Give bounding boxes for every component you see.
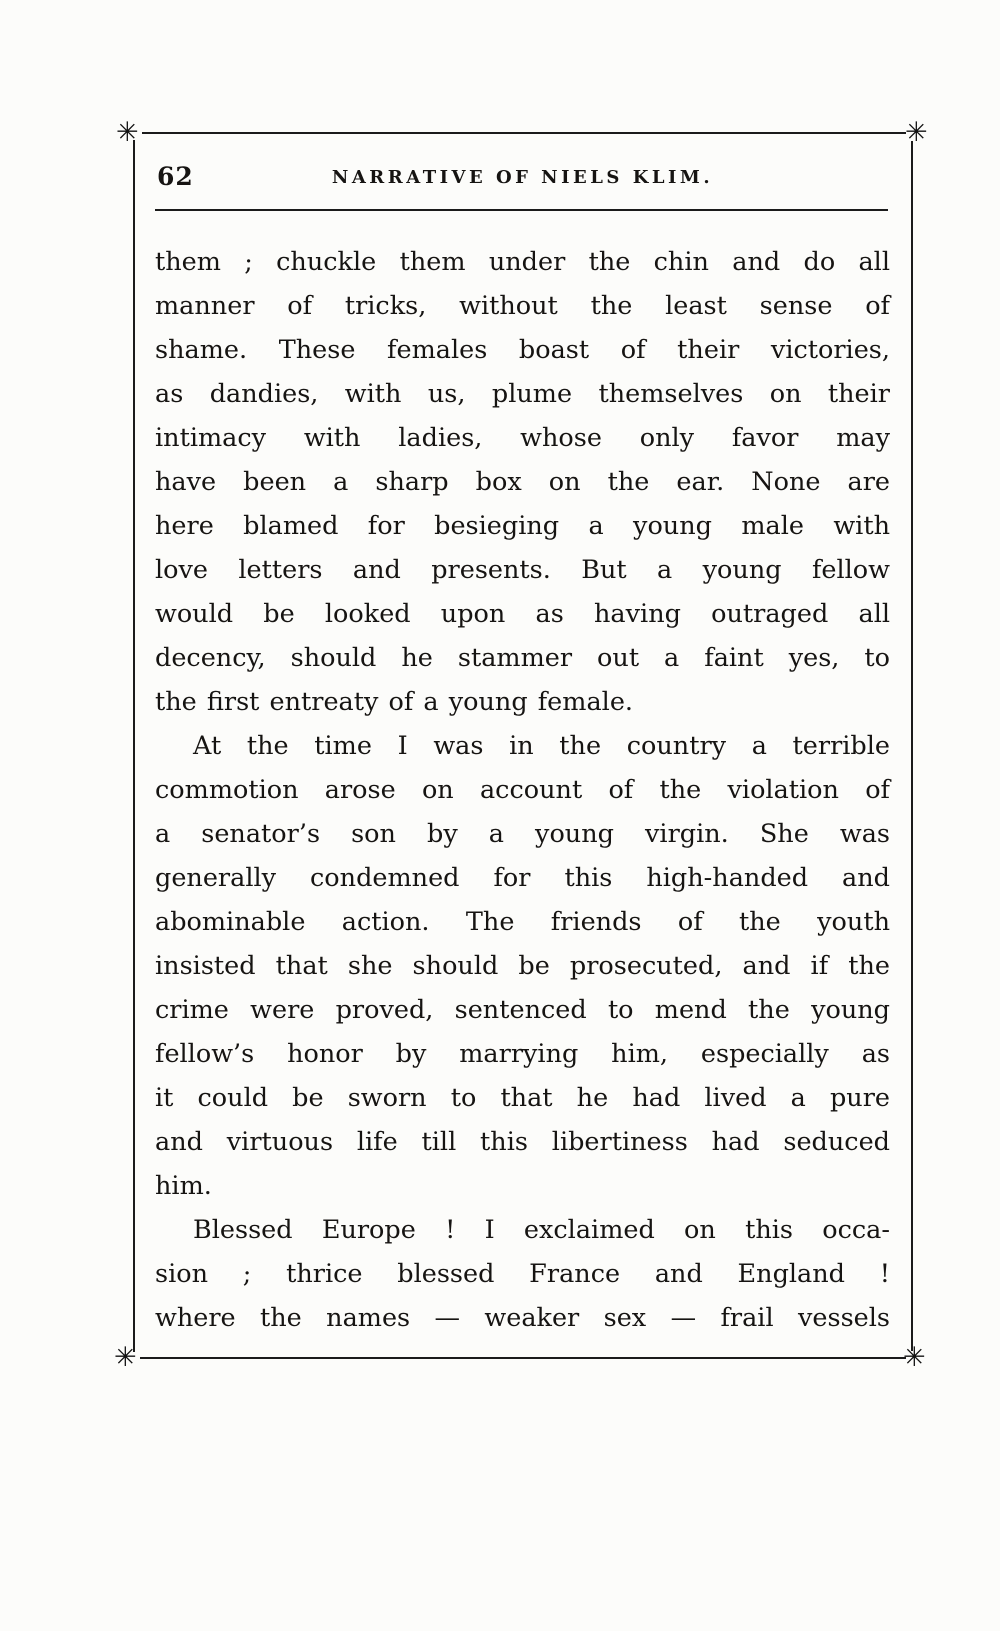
text-line: where the names — weaker sex — frail vessels (155, 1303, 890, 1333)
page-number: 62 (157, 162, 194, 191)
text-line: him. (155, 1171, 212, 1201)
border-line-top (142, 132, 906, 134)
border-line-bottom (140, 1357, 906, 1359)
text-line: and virtuous life till this libertiness had seduced (155, 1127, 890, 1157)
text-line: insisted that she should be prosecuted, and if the (155, 951, 890, 981)
paragraph (155, 240, 890, 724)
text-block (155, 240, 890, 1340)
text-line: here blamed for besieging a young male with (155, 511, 890, 541)
text-line: decency, should he stammer out a faint yes, to (155, 643, 890, 673)
paragraph (155, 724, 890, 1208)
header-divider (155, 209, 888, 211)
text-line: the first entreaty of a young female. (155, 687, 634, 717)
text-line: commotion arose on account of the violation of (155, 775, 890, 805)
border-line-left (133, 140, 135, 1352)
running-head (155, 160, 890, 200)
corner-ornament-icon: ✳ (905, 117, 928, 148)
text-line: would be looked upon as having outraged all (155, 599, 890, 629)
text-line: fellow’s honor by marrying him, especially as (155, 1039, 890, 1069)
paragraph (155, 1208, 890, 1340)
corner-ornament-icon: ✳ (903, 1342, 926, 1373)
text-line: sion ; thrice blessed France and England ! (155, 1259, 890, 1289)
text-line: shame. These females boast of their victories, (155, 335, 890, 365)
text-line: generally condemned for this high-handed and (155, 863, 890, 893)
text-line: crime were proved, sentenced to mend the young (155, 995, 890, 1025)
text-line: manner of tricks, without the least sense of (155, 291, 890, 321)
text-line: At the time I was in the country a terrible (193, 731, 890, 761)
corner-ornament-icon: ✳ (116, 117, 139, 148)
corner-ornament-icon: ✳ (114, 1342, 137, 1373)
text-line: intimacy with ladies, whose only favor may (155, 423, 890, 453)
text-line: it could be sworn to that he had lived a pure (155, 1083, 890, 1113)
page-header-title: NARRATIVE OF NIELS KLIM. (331, 167, 714, 188)
text-line: them ; chuckle them under the chin and do all (155, 247, 890, 277)
text-line: love letters and presents. But a young fellow (155, 555, 890, 585)
text-line: a senator’s son by a young virgin. She was (155, 819, 890, 849)
text-line: abominable action. The friends of the youth (155, 907, 890, 937)
text-line: Blessed Europe ! I exclaimed on this occa- (193, 1215, 890, 1245)
border-line-right (911, 141, 913, 1351)
text-line: have been a sharp box on the ear. None are (155, 467, 890, 497)
text-line: as dandies, with us, plume themselves on their (155, 379, 890, 409)
